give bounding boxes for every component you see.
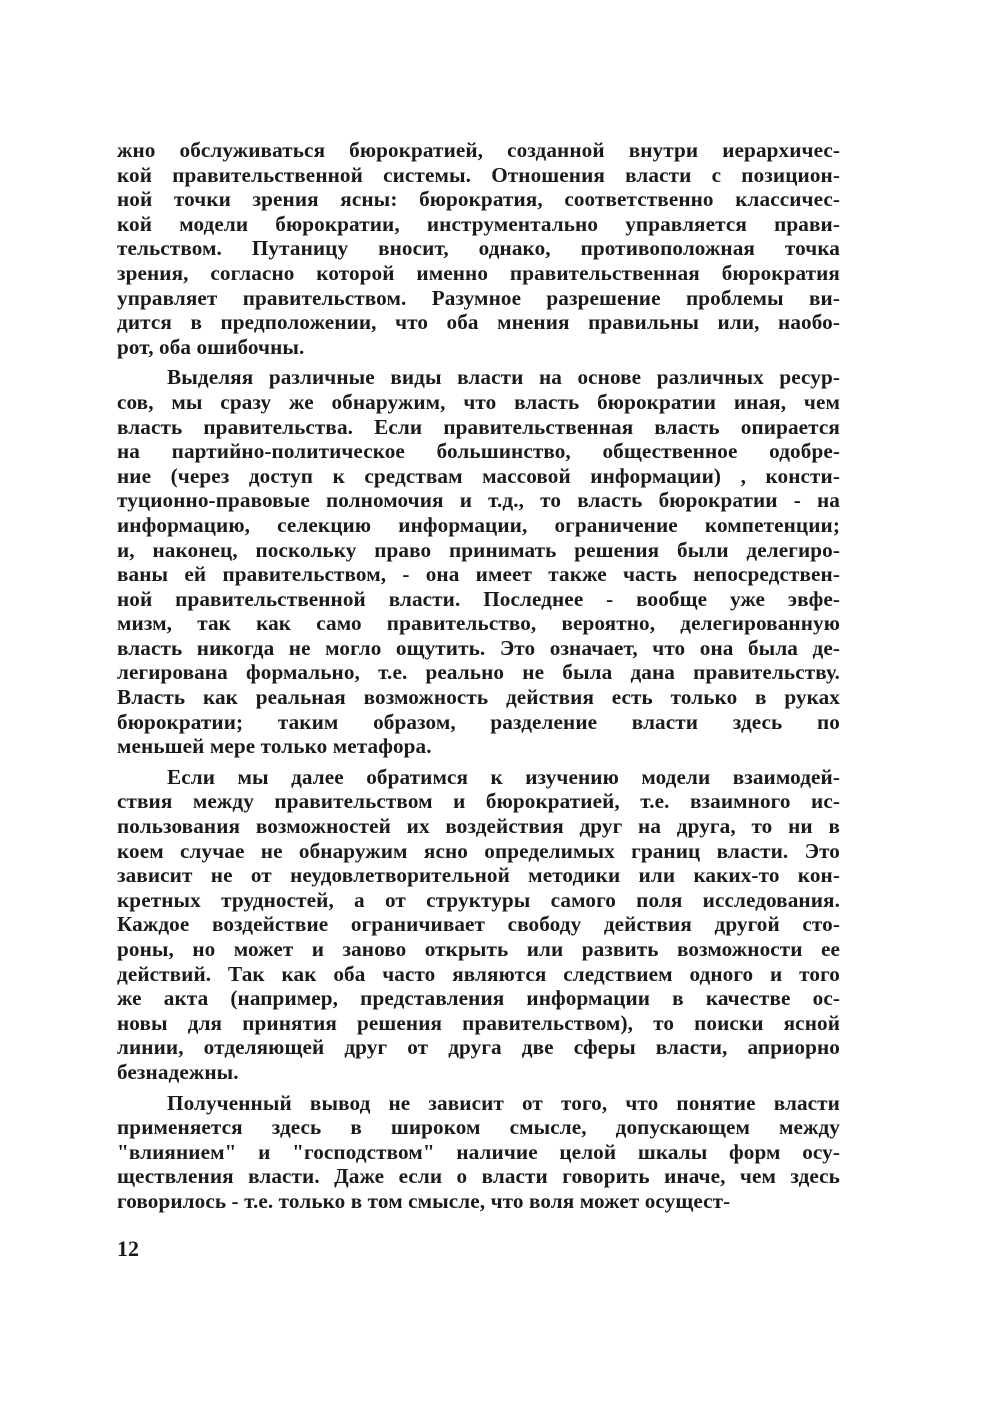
text-line: роны, но может и заново открыть или развить возможности ее [117, 937, 840, 961]
text-line: туционно-правовые полномочия и т.д., то власть бюрократии - на [117, 488, 840, 513]
text-line: ствия между правительством и бюрократией, т.е. взаимного ис- [117, 789, 840, 814]
text-line: на партийно-политическое большинство, общественное одобре- [117, 439, 840, 464]
text-line: информацию, селекцию информации, ограничение компетенции; [117, 512, 840, 537]
text-line: Если мы далее обратимся к изучению модели взаимодей- [167, 764, 840, 789]
text-line: дится в предположении, что оба мнения правильны или, наобо- [117, 310, 840, 335]
text-line: Власть как реальная возможность действия есть только в руках [117, 685, 840, 710]
text-line: зрения, согласно которой именно правительственная бюрократия [117, 260, 840, 285]
body-text [117, 138, 840, 1214]
text-line: зависит не от неудовлетворительной методики или каких-то кон- [117, 863, 840, 888]
text-line: Каждое воздействие ограничивает свободу действия другой сто- [117, 912, 840, 937]
text-line: легирована формально, т.е. реально не была дана правительству. [117, 660, 840, 685]
page-number: 12 [117, 1236, 139, 1261]
text-line: ваны ей правительством, - она имеет также часть непосредствен- [117, 562, 840, 587]
paragraph [117, 138, 840, 359]
text-line: власть никогда не могло ощутить. Это означает, что она была де- [117, 635, 840, 660]
text-line: Выделяя различные виды власти на основе различных ресур- [167, 365, 840, 390]
text-line: власть правительства. Если правительственная власть опирается [117, 414, 840, 439]
text-line: безнадежны. [117, 1059, 239, 1084]
text-line: кретных трудностей, а от структуры самого поля исследования. [117, 887, 840, 912]
text-line: меньшей мере только метафора. [117, 734, 432, 759]
text-line: линии, отделяющей друг от друга две сферы власти, априорно [117, 1035, 840, 1060]
text-line: жно обслуживаться бюрократией, созданной внутри иерархичес- [117, 138, 840, 162]
paragraph [117, 365, 840, 759]
text-line: говорилось - т.е. только в том смысле, что воля может осущест- [117, 1188, 731, 1213]
text-line: и, наконец, поскольку право принимать решения были делегиро- [117, 537, 840, 562]
text-line: бюрократии; таким образом, разделение власти здесь по [117, 709, 840, 734]
paragraph [117, 1091, 840, 1214]
text-line: новы для принятия решения правительством), то поиски ясной [117, 1010, 840, 1035]
text-line: ществления власти. Даже если о власти говорить иначе, чем здесь [117, 1164, 840, 1189]
text-line: тельством. Путаницу вносит, однако, противоположная точка [117, 236, 840, 261]
text-line: управляет правительством. Разумное разрешение проблемы ви- [117, 285, 840, 310]
text-line: "влиянием" и "господством" наличие целой шкалы форм осу- [117, 1139, 840, 1164]
text-line: же акта (например, представления информации в качестве ос- [117, 986, 840, 1011]
text-line: действий. Так как оба часто являются следствием одного и того [117, 961, 840, 986]
text-line: Полученный вывод не зависит от того, что понятие власти [167, 1090, 840, 1115]
paragraph [117, 765, 840, 1085]
text-line: ние (через доступ к средствам массовой информации) , консти- [117, 463, 840, 488]
text-line: пользования возможностей их воздействия друг на друга, то ни в [117, 814, 840, 839]
text-line: мизм, так как само правительство, вероятно, делегированную [117, 611, 840, 636]
text-line: рот, оба ошибочны. [117, 334, 305, 359]
text-line: коем случае не обнаружим ясно определимых границ власти. Это [117, 838, 840, 863]
text-line: ной точки зрения ясны: бюрократия, соответственно классичес- [117, 187, 840, 212]
text-line: сов, мы сразу же обнаружим, что власть бюрократии иная, чем [117, 389, 840, 414]
text-line: ной правительственной власти. Последнее - вообще уже эвфе- [117, 586, 840, 611]
text-line: применяется здесь в широком смысле, допускающем между [117, 1115, 840, 1140]
text-line: кой модели бюрократии, инструментально управляется прави- [117, 211, 840, 236]
text-line: кой правительственной системы. Отношения власти с позицион- [117, 162, 840, 187]
